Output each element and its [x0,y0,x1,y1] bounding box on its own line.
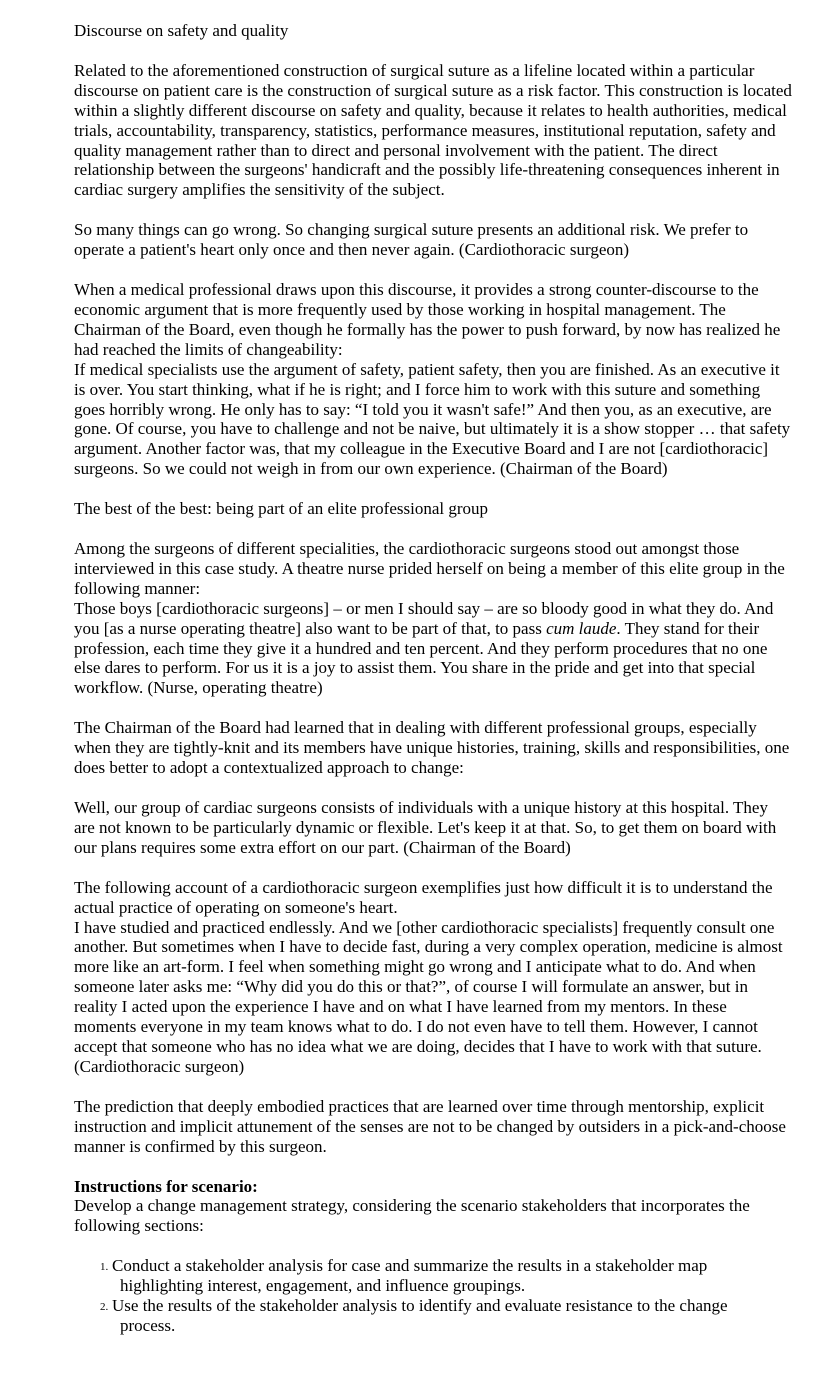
quote-nurse-part2: . They stand for their profession, each time they give it a hundred and ten percent. And they perform procedures that no one else dares to perform. For us it is a joy to assist them. You share in the pride and get into that special workflow. (Nurse, operating theatre) [74,618,768,698]
quote-nurse-italic: cum laude [546,618,617,638]
list-item [100,1256,792,1296]
quote-nurse [74,599,792,699]
quote-surgeon-art: I have studied and practiced endlessly. And we [other cardiothoracic specialists] frequently consult one another. But sometimes when I have to decide fast, during a very complex operation, medicine is almost more like an art-form. I feel when something might go wrong and I anticipate what to do. And when someone later asks me: “Why did you do this or that?”, of course I will formulate an answer, but in reality I acted upon the experience I have and on what I have learned from my mentors. In these moments everyone in my team knows what to do. I do not even have to tell them. However, I cannot accept that someone who has no idea what we are doing, decides that I have to work with that suture. (Cardiothoracic surgeon) [74,917,783,1076]
paragraph-prediction: The prediction that deeply embodied practices that are learned over time through mentorship, explicit instruction and implicit attunement of the senses are not to be changed by outsiders in a pick-and-choose manner is confirmed by this surgeon. [74,1096,786,1156]
paragraph-elite-group: Among the surgeons of different specialities, the cardiothoracic surgeons stood out amongst those interviewed in this case study. A theatre nurse prided herself on being a member of this elite group in the following manner: [74,539,785,598]
quote-chairman-surgeons: Well, our group of cardiac surgeons consists of individuals with a unique history at this hospital. They are not known to be particularly dynamic or flexible. Let's keep it at that. So, to get them on board with our plans requires some extra effort on our part. (Chairman of the Board) [74,798,777,857]
instructions-intro: Develop a change management strategy, considering the scenario stakeholders that incorporates the following sections: [74,1196,750,1236]
instructions-list [74,1256,792,1336]
section-heading-elite: The best of the best: being part of an elite professional group [74,499,489,519]
paragraph-surgeon-account: The following account of a cardiothoracic surgeon exemplifies just how difficult it is to understand the actual practice of operating on someone's heart. [74,877,773,917]
section-heading-safety: Discourse on safety and quality [74,21,289,40]
paragraph-risk-factor: Related to the aforementioned construction of surgical suture as a lifeline located within a particular discourse on patient care is the construction of surgical suture as a risk factor. This construction is located within a slightly different discourse on safety and quality, because it relates to health authorities, medical trials, accountability, transparency, statistics, performance measures, institutional reputation, safety and quality management rather than to direct and personal involvement with the patient. The direct relationship between the surgeons' handicraft and the possibly life-threatening consequences inherent in cardiac surgery amplifies the sensitivity of the subject. [74,60,792,200]
quote-nurse-part1: Those boys [cardiothoracic surgeons] – or men I should say – are so bloody good in what they do. And you [as a nurse operating theatre] also want to be part of that, to pass [74,598,774,638]
quote-chairman-safety: If medical specialists use the argument of safety, patient safety, then you are finished. As an executive it is over. You start thinking, what if he is right; and I force him to work with this suture and something goes horribly wrong. He only has to say: “I told you it wasn't safe!” And then you, as an executive, are gone. Of course, you have to challenge and not be naive, but ultimately it is a show stopper … that safety argument. Another factor was, that my colleague in the Executive Board and I are not [cardiothoracic] surgeons. So we could not weigh in from our own experience. (Chairman of the Board) [74,359,791,479]
paragraph-counter-discourse: When a medical professional draws upon this discourse, it provides a strong counter-discourse to the economic argument that is more frequently used by those working in hospital management. The Chairman of the Board, even though he formally has the power to push forward, by now has realized he had reached the limits of changeability: [74,280,781,359]
instructions-heading: Instructions for scenario: [74,1176,258,1196]
list-item-line: process. [120,1315,176,1335]
list-item [100,1296,792,1336]
list-item-line: highlighting interest, engagement, and influence groupings. [120,1276,526,1296]
list-item-number: 1. [100,1261,109,1274]
paragraph-contextualized-approach: The Chairman of the Board had learned that in dealing with different professional groups, especially when they are tightly-knit and its members have unique histories, training, skills and responsibilities, one does better to adopt a contextualized approach to change: [74,718,790,778]
list-item-line: Conduct a stakeholder analysis for case and summarize the results in a stakeholder map [112,1256,708,1276]
quote-surgeon-risk: So many things can go wrong. So changing surgical suture presents an additional risk. We prefer to operate a patient's heart only once and then never again. (Cardiothoracic surgeon) [74,220,749,260]
list-item-number: 2. [100,1301,109,1314]
list-item-line: Use the results of the stakeholder analysis to identify and evaluate resistance to the change [112,1296,728,1316]
